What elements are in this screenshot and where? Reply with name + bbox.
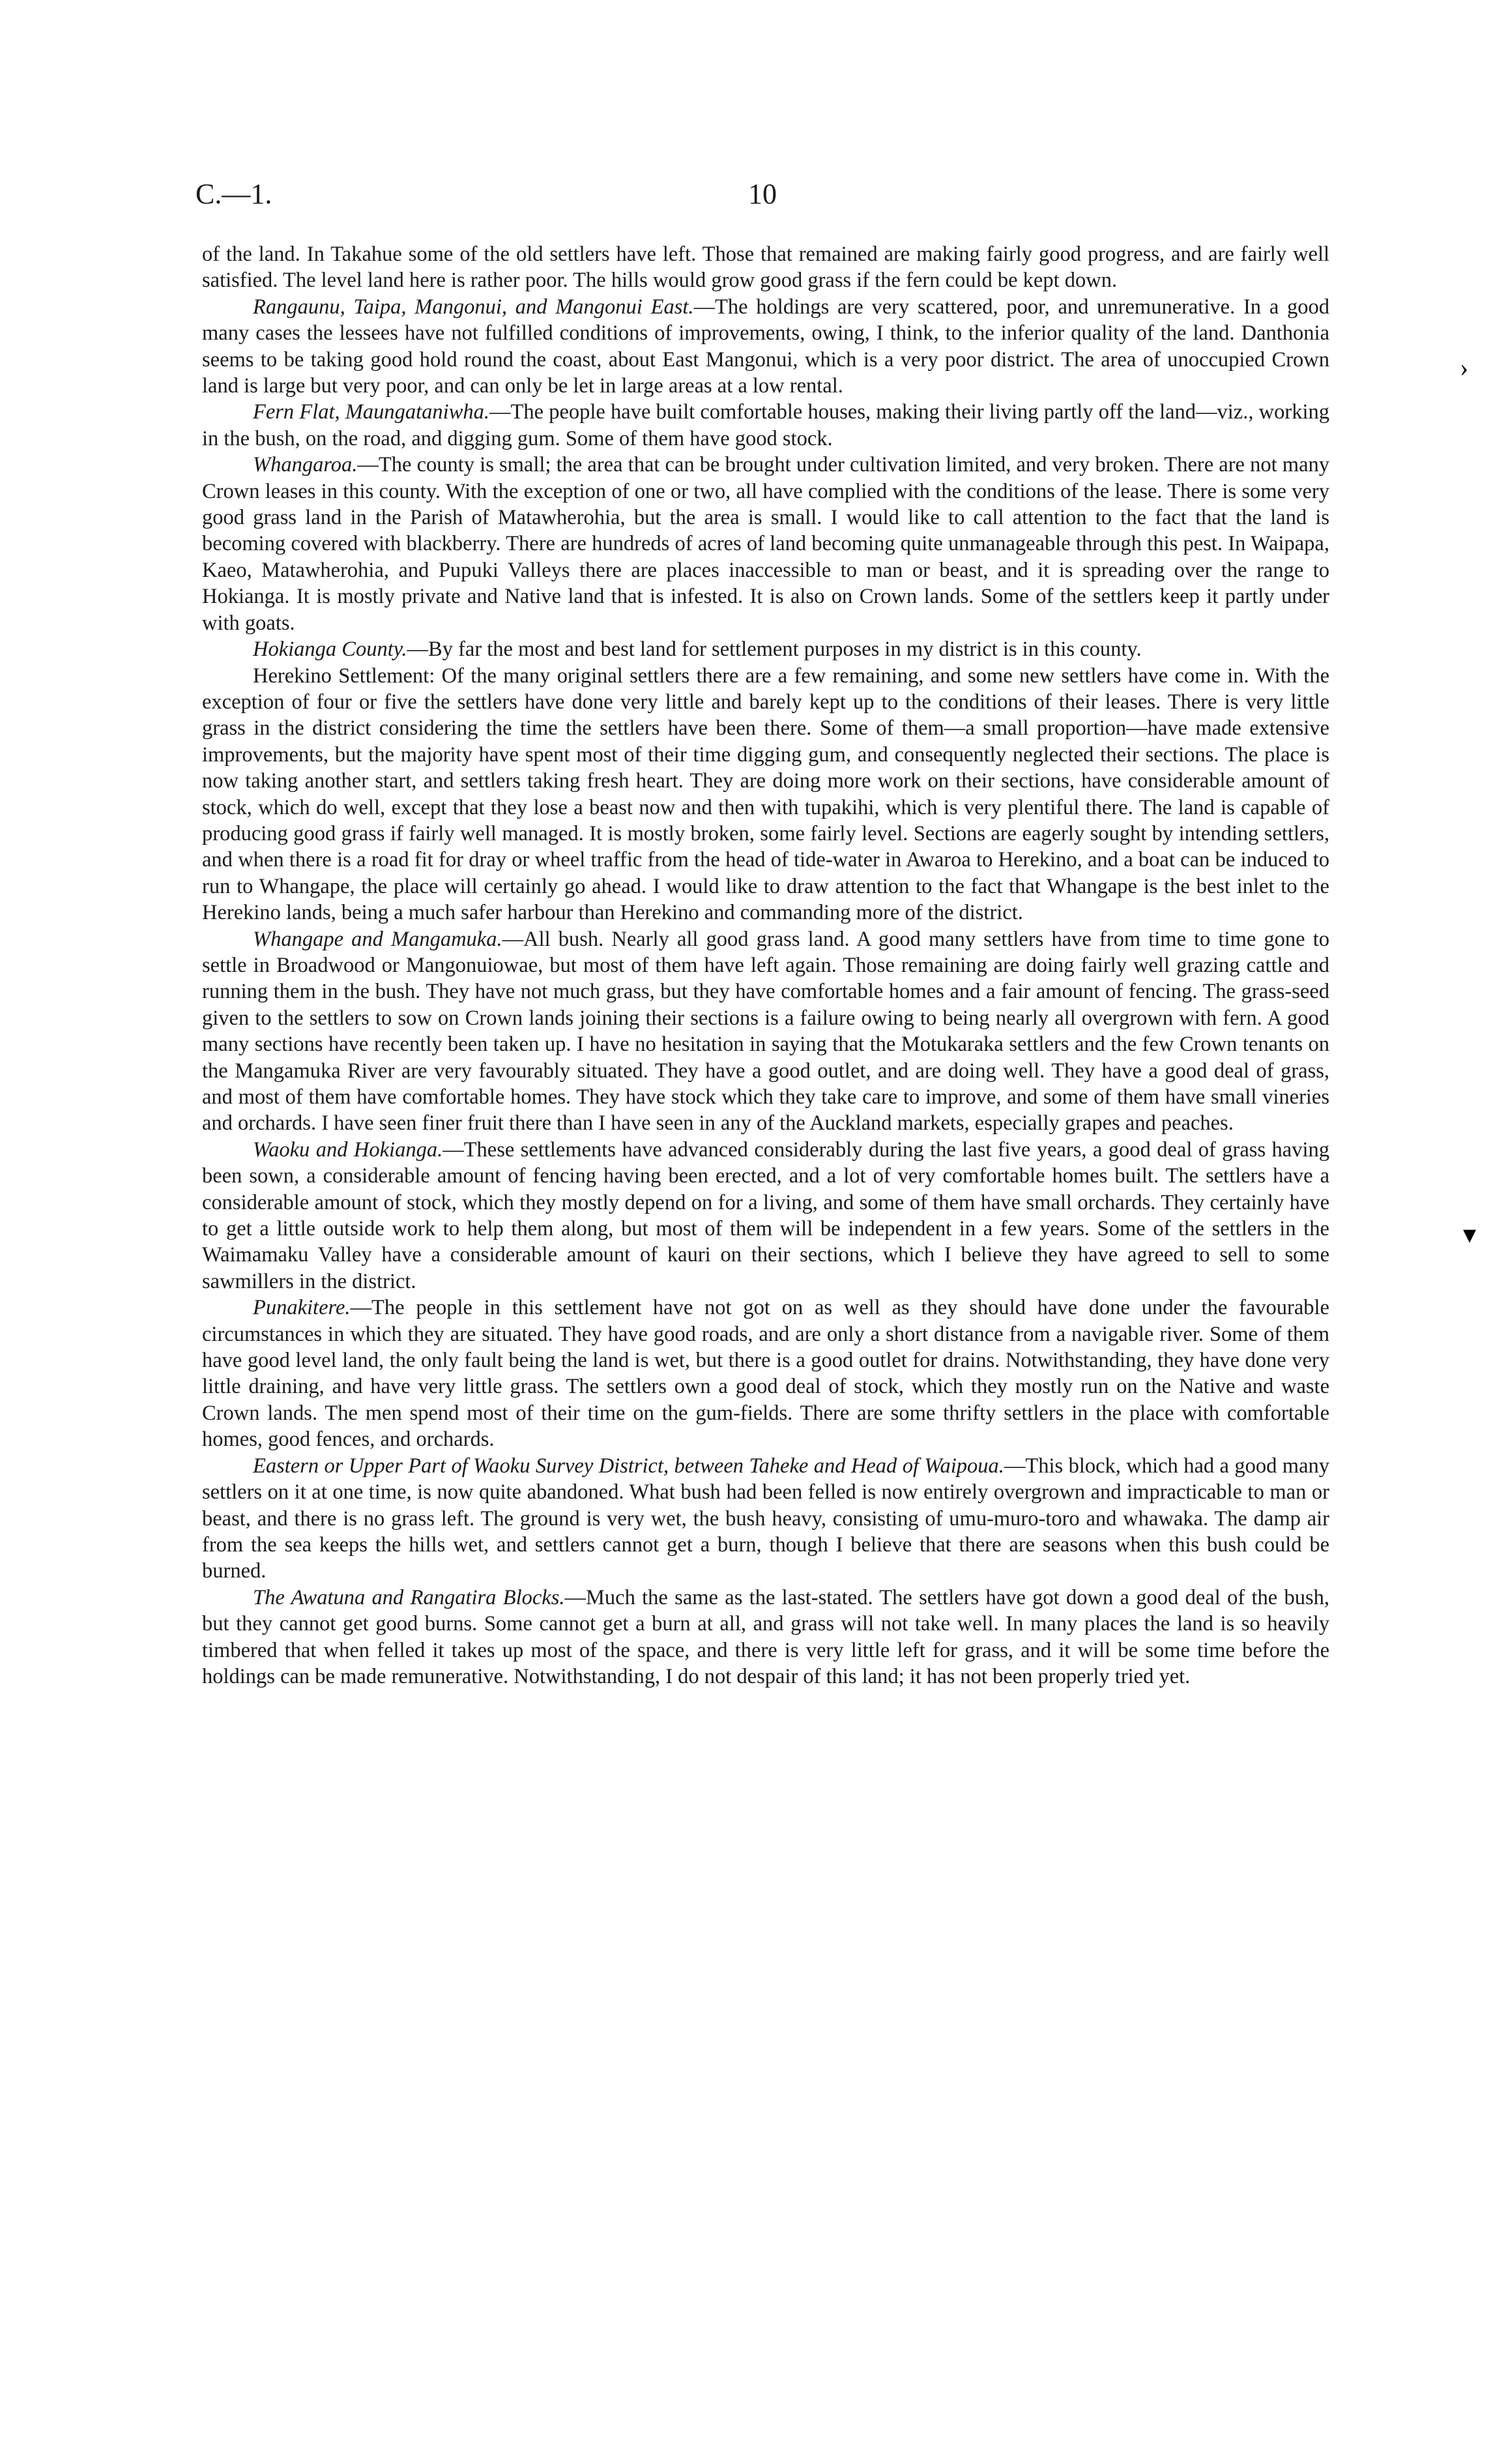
section-heading: Hokianga County. bbox=[253, 638, 407, 662]
paragraph-whangaroa: Whangaroa.—The county is small; the area that can be brought under cultivation limited, and very broken. There are not many Crown leases in this county. With the exception of one or two, all have complied with the conditions of the lease. There is some very good grass land in the Parish of Matawherohia, but the area is small. I would like to call attention to the fact that the land is becoming covered with blackberry. There are hundreds of acres of land becoming quite unmanageable through this pest. In Waipapa, Kaeo, Matawherohia, and Pupuki Valleys there are places inaccessible to man or beast, and it is spreading over the range to Hokianga. It is mostly private and Native land that is infested. It is also on Crown lands. Some of the settlers keep it partly under with goats. bbox=[202, 453, 1329, 635]
section-heading: Waoku and Hokianga. bbox=[253, 1137, 443, 1162]
report-body bbox=[202, 241, 1329, 1690]
paragraph-upper-waoku: Eastern or Upper Part of Waoku Survey District, between Taheke and Head of Waipoua.—This block, which had a good many settlers on it at one time, is now quite abandoned. What bush had been felled is now entirely overgrown and impracticable to man or beast, and there is no grass left. The ground is very wet, the bush heavy, consisting of umu-muro-toro and whawaka. The damp air from the sea keeps the hills wet, and settlers cannot get a burn, though I believe that there are seasons when this bush could be burned. bbox=[202, 1454, 1329, 1583]
section-heading: Punakitere. bbox=[253, 1296, 351, 1320]
scan-margin-mark: › bbox=[1460, 353, 1469, 382]
section-heading: Whangaroa. bbox=[253, 453, 358, 477]
paragraph-rangaunu: Rangaunu, Taipa, Mangonui, and Mangonui East.—The holdings are very scattered, poor, and unremunerative. In a good many cases the lessees have not fulfilled conditions of improvements, owing, I think, to the inferior quality of the land. Danthonia seems to be taking good hold round the coast, about East Mangonui, which is a very poor district. The area of unoccupied Crown land is large but very poor, and can only be let in large areas at a low rental. bbox=[202, 295, 1329, 398]
section-heading: Whangape and Mangamuka. bbox=[253, 927, 502, 951]
page-header bbox=[196, 177, 1329, 216]
page-number: 10 bbox=[748, 178, 777, 210]
paragraph-herekino: Herekino Settlement: Of the many original settlers there are a few remaining, and some new settlers have come in. With the exception of four or five the settlers have done very little and barely kept up to the conditions of their leases. There is very little grass in the district considering the time the settlers have been there. Some of them—a small proportion—have made extensive improvements, but the majority have spent most of their time digging gum, and consequently neglected their sections. The place is now taking another start, and settlers taking fresh heart. They are doing more work on their sections, have considerable amount of stock, which do well, except that they lose a beast now and then with tupakihi, which is very plentiful there. The land is capable of producing good grass if fairly well managed. It is mostly broken, some fairly level. Sections are eagerly sought by intending settlers, and when there is a road fit for dray or wheel traffic from the head of tide-water in Awaroa to Herekino, and a boat can be induced to run to Whangape, the place will certainly go ahead. I would like to draw attention to the fact that Whangape is the best inlet to the Herekino lands, being a much safer harbour than Herekino and commanding more of the district. bbox=[202, 664, 1329, 925]
section-heading: Eastern or Upper Part of Waoku Survey District, between Taheke and Head of Waipoua. bbox=[253, 1454, 1004, 1478]
paragraph-punakitere: Punakitere.—The people in this settlement have not got on as well as they should have done under the favourable circumstances in which they are situated. They have good roads, and are only a short distance from a navigable river. Some of them have good level land, the only fault being the land is wet, but there is a good outlet for drains. Notwithstanding, they have done very little draining, and have very little grass. The settlers own a good deal of stock, which they mostly run on the Native and waste Crown lands. The men spend most of their time on the gum-fields. There are some thrifty settlers in the place with comfortable homes, good fences, and orchards. bbox=[202, 1296, 1329, 1452]
scan-margin-mark: ▾ bbox=[1463, 1220, 1477, 1249]
paragraph-fern-flat: Fern Flat, Maungataniwha.—The people have built comfortable houses, making their living partly off the land—viz., working in the bush, on the road, and digging gum. Some of them have good stock. bbox=[202, 400, 1329, 450]
section-heading: Rangaunu, Taipa, Mangonui, and Mangonui East. bbox=[253, 295, 694, 319]
report-reference: C.—1. bbox=[196, 178, 272, 210]
section-heading: Fern Flat, Maungataniwha. bbox=[253, 400, 490, 424]
paragraph-waoku: Waoku and Hokianga.—These settlements have advanced considerably during the last five years, a good deal of grass having been sown, a considerable amount of fencing having been erected, and a lot of very comfortable homes built. The settlers have a considerable amount of stock, which they mostly depend on for a living, and some of them have small orchards. They certainly have to get a little outside work to help them along, but most of them will be independent in a few years. Some of the settlers in the Waimamaku Valley have a considerable amount of kauri on their sections, which I believe they have agreed to sell to some sawmillers in the district. bbox=[202, 1137, 1329, 1293]
paragraph-hokianga-county: Hokianga County.—By far the most and best land for settlement purposes in my district is in this county. bbox=[253, 638, 1142, 662]
paragraph-whangape: Whangape and Mangamuka.—All bush. Nearly all good grass land. A good many settlers have from time to time gone to settle in Broadwood or Mangonuiowae, but most of them have left again. Those remaining are doing fairly well grazing cattle and running them in the bush. They have not much grass, but they have comfortable homes and a fair amount of fencing. The grass-seed given to the settlers to sow on Crown lands joining their sections is a failure owing to being nearly all overgrown with fern. A good many sections have recently been taken up. I have no hesitation in saying that the Motukaraka settlers and the few Crown tenants on the Mangamuka River are very favourably situated. They have a good outlet, and are doing well. They have a good deal of grass, and most of them have comfortable homes. They have stock which they take care to improve, and some of them have small vineries and orchards. I have seen finer fruit there than I have seen in any of the Auckland markets, especially grapes and peaches. bbox=[202, 927, 1329, 1136]
section-heading: The Awatuna and Rangatira Blocks. bbox=[253, 1585, 565, 1609]
paragraph-takahue: of the land. In Takahue some of the old settlers have left. Those that remained are making fairly good progress, and are fairly well satisfied. The level land here is rather poor. The hills would grow good grass if the fern could be kept down. bbox=[202, 242, 1329, 293]
paragraph-awatuna: The Awatuna and Rangatira Blocks.—Much the same as the last-stated. The settlers have got down a good deal of the bush, but they cannot get good burns. Some cannot get a burn at all, and grass will not take well. In many places the land is so heavily timbered that when felled it takes up most of the space, and there is very little left for grass, and it will be some time before the holdings can be made remunerative. Notwithstanding, I do not despair of this land; it has not been properly tried yet. bbox=[202, 1585, 1329, 1688]
